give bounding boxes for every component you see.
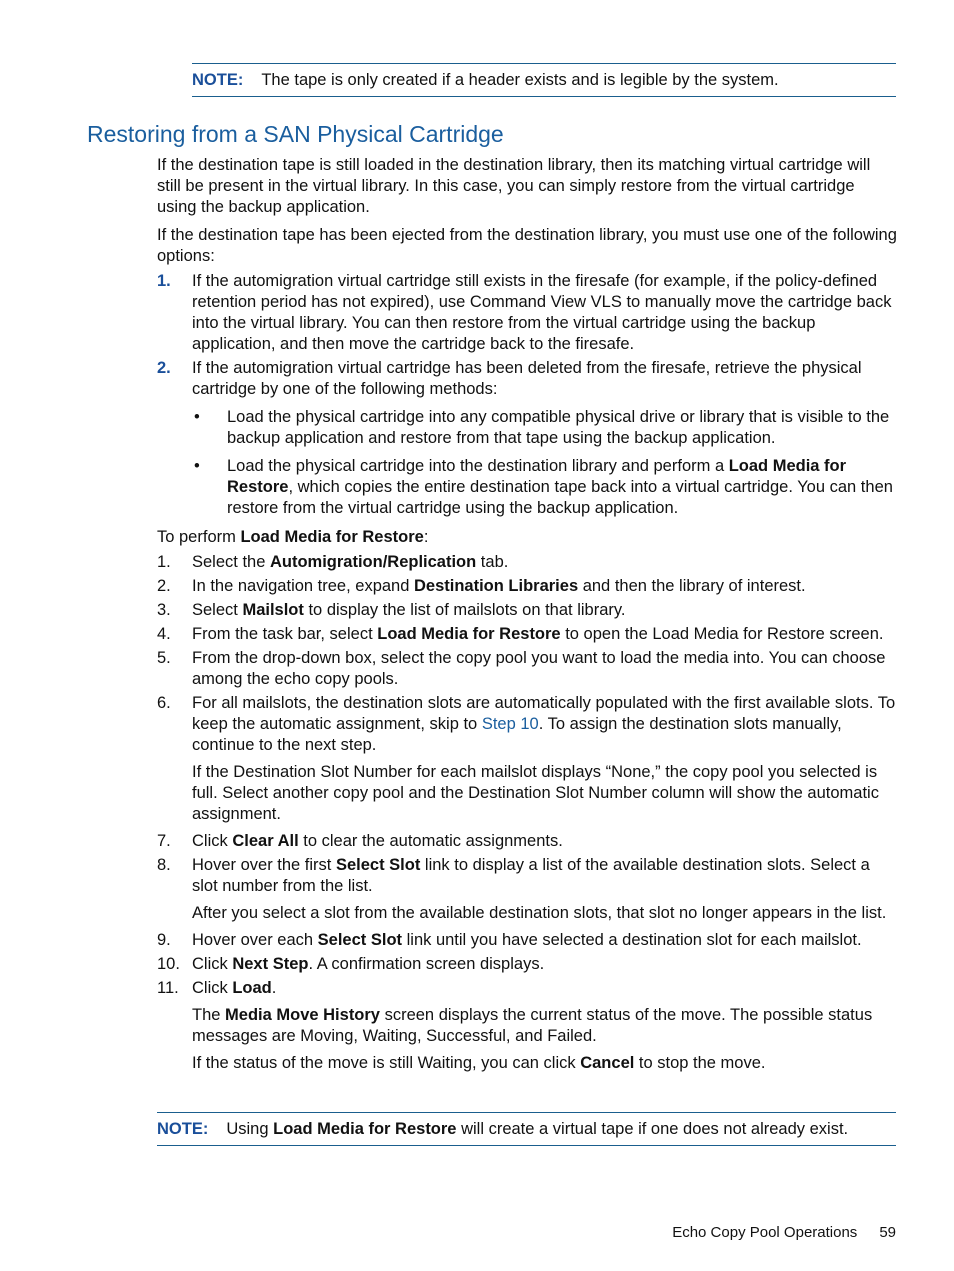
paragraph-1: If the destination tape is still loaded in the destination library, then its matching virtual cartridge will still be present in the virtual library. In this case, you can simply restore from the virtual cartridge using the backup application. (157, 156, 871, 216)
para-bold: Cancel (580, 1054, 635, 1072)
step-number: 7. (157, 832, 171, 850)
step-text-post: tab. (476, 553, 509, 571)
step-text-post: and then the library of interest. (578, 577, 806, 595)
step-number: 3. (157, 601, 171, 619)
perform-post: : (423, 528, 429, 546)
step-note-paragraph-2 (192, 1053, 897, 1074)
bullet-icon: • (194, 408, 200, 426)
step-text-pre: Hover over the first (192, 856, 336, 874)
note-label: NOTE: (192, 71, 244, 89)
note-bottom (157, 1112, 896, 1146)
step-text-pre: Select the (192, 553, 270, 571)
note-text: The tape is only created if a header exists and is legible by the system. (261, 71, 779, 89)
method-text-post: , which copies the entire destination tape back into a virtual cartridge. You can then restore from the virtual cartridge using the backup application. (227, 478, 893, 517)
step-text-bold: Automigration/Replication (269, 553, 477, 571)
step-text-pre: From the task bar, select (192, 625, 378, 643)
step-text: From the drop-down box, select the copy pool you want to load the media into. You can choose among the echo copy pools. (192, 649, 886, 688)
step-text-post: to display the list of mailslots on that library. (303, 601, 626, 619)
step-number: 2. (157, 577, 171, 595)
para-pre: If the status of the move is still Waiting, you can click (192, 1054, 581, 1072)
step-item-10 (157, 954, 897, 975)
perform-pre: To perform (157, 528, 241, 546)
step-text-pre: Hover over each (192, 931, 318, 949)
step-number: 5. (157, 649, 171, 667)
para-pre: The (192, 1006, 226, 1024)
step-item-7 (157, 831, 897, 852)
option-number: 2. (157, 359, 171, 377)
step-item-9 (157, 930, 897, 951)
step-item-11 (157, 978, 897, 1074)
method-text-pre: Load the physical cartridge into the destination library and perform a (227, 457, 729, 475)
step-text-bold: Clear All (232, 832, 299, 850)
para-bold: Media Move History (225, 1006, 380, 1024)
step-number: 8. (157, 856, 171, 874)
method-text-bold: Load Media for Restore (227, 457, 847, 496)
options-list (157, 271, 897, 519)
note-text-post: will create a virtual tape if one does not already exist. (456, 1120, 849, 1138)
step-note-paragraph: After you select a slot from the available destination slots, that slot no longer appears in the list. (192, 904, 887, 922)
para-post: to stop the move. (634, 1054, 766, 1072)
step-item-6 (157, 693, 897, 825)
section-heading: Restoring from a SAN Physical Cartridge (87, 121, 504, 147)
step-text-bold: Select Slot (335, 856, 421, 874)
step-number: 1. (157, 553, 171, 571)
para-post: screen displays the current status of the move. The possible status messages are Moving, Waiting, Successful, and Failed. (192, 1006, 873, 1045)
option-number: 1. (157, 272, 171, 290)
step-item-8 (157, 855, 897, 924)
note-text-pre: Using (226, 1120, 274, 1138)
step-text-bold: Destination Libraries (414, 577, 579, 595)
step-10-link[interactable]: Step 10 (481, 715, 539, 733)
step-text-pre: For all mailslots, the destination slots are automatically populated with the first available slots. To keep the automatic assignment, skip to (192, 694, 896, 733)
step-note-paragraph-1 (192, 1005, 897, 1047)
step-text-bold: Select Slot (317, 931, 403, 949)
step-text-pre: Click (192, 979, 233, 997)
step-text-post: . A confirmation screen displays. (308, 955, 545, 973)
option-item-2 (157, 358, 897, 519)
perform-bold: Load Media for Restore (240, 528, 424, 546)
option-text: If the automigration virtual cartridge has been deleted from the firesafe, retrieve the physical cartridge by one of the following methods: (192, 359, 862, 398)
step-text-bold: Mailslot (242, 601, 304, 619)
methods-list (192, 407, 897, 519)
note-text-bold: Load Media for Restore (273, 1120, 457, 1138)
step-number: 4. (157, 625, 171, 643)
step-text-bold: Next Step (232, 955, 309, 973)
method-item-2 (192, 456, 897, 519)
paragraph-2: If the destination tape has been ejected from the destination library, you must use one of the following options: (157, 226, 897, 265)
step-item-4 (157, 624, 897, 645)
step-text-post: to open the Load Media for Restore screen. (560, 625, 884, 643)
step-text-pre: In the navigation tree, expand (192, 577, 414, 595)
step-item-5 (157, 648, 897, 690)
step-item-2 (157, 576, 897, 597)
steps-list (157, 552, 897, 1074)
step-text-post: to clear the automatic assignments. (298, 832, 563, 850)
step-number: 10. (157, 955, 180, 973)
option-item-1 (157, 271, 897, 355)
step-number: 11. (157, 979, 179, 997)
option-text: If the automigration virtual cartridge still exists in the firesafe (for example, if the policy-defined retention period has not expired), use Command View VLS to manually move the cartridge back into the virtual library. You can then restore from the virtual cartridge using the backup application, and then move the cartridge back to the firesafe. (192, 272, 892, 353)
step-text-post: link to display a list of the available destination slots. Select a slot number from the list. (192, 856, 870, 895)
footer-section-title: Echo Copy Pool Operations (672, 1224, 858, 1241)
bullet-icon: • (194, 457, 200, 475)
page-number: 59 (879, 1224, 896, 1241)
step-text-post: link until you have selected a destination slot for each mailslot. (402, 931, 862, 949)
section-body (157, 155, 897, 1080)
step-note-paragraph: If the Destination Slot Number for each mailslot displays “None,” the copy pool you selected is full. Select another copy pool and the Destination Slot Number column will show the automatic assignment. (192, 763, 879, 823)
step-text-bold: Load (232, 979, 272, 997)
step-text-pre: Select (192, 601, 243, 619)
step-text-pre: Click (192, 955, 233, 973)
step-number: 6. (157, 694, 171, 712)
step-item-3 (157, 600, 897, 621)
note-top (192, 63, 896, 97)
step-item-1 (157, 552, 897, 573)
step-text-pre: Click (192, 832, 233, 850)
method-text: Load the physical cartridge into any compatible physical drive or library that is visible to the backup application and restore from that tape using the backup application. (227, 408, 890, 447)
method-item-1 (192, 407, 897, 449)
step-text-post: . (271, 979, 277, 997)
step-text-bold: Load Media for Restore (377, 625, 561, 643)
perform-intro (157, 527, 897, 548)
page-footer (672, 1222, 896, 1243)
step-text-post: . To assign the destination slots manually, continue to the next step. (192, 715, 842, 754)
note-label: NOTE: (157, 1120, 209, 1138)
step-number: 9. (157, 931, 171, 949)
